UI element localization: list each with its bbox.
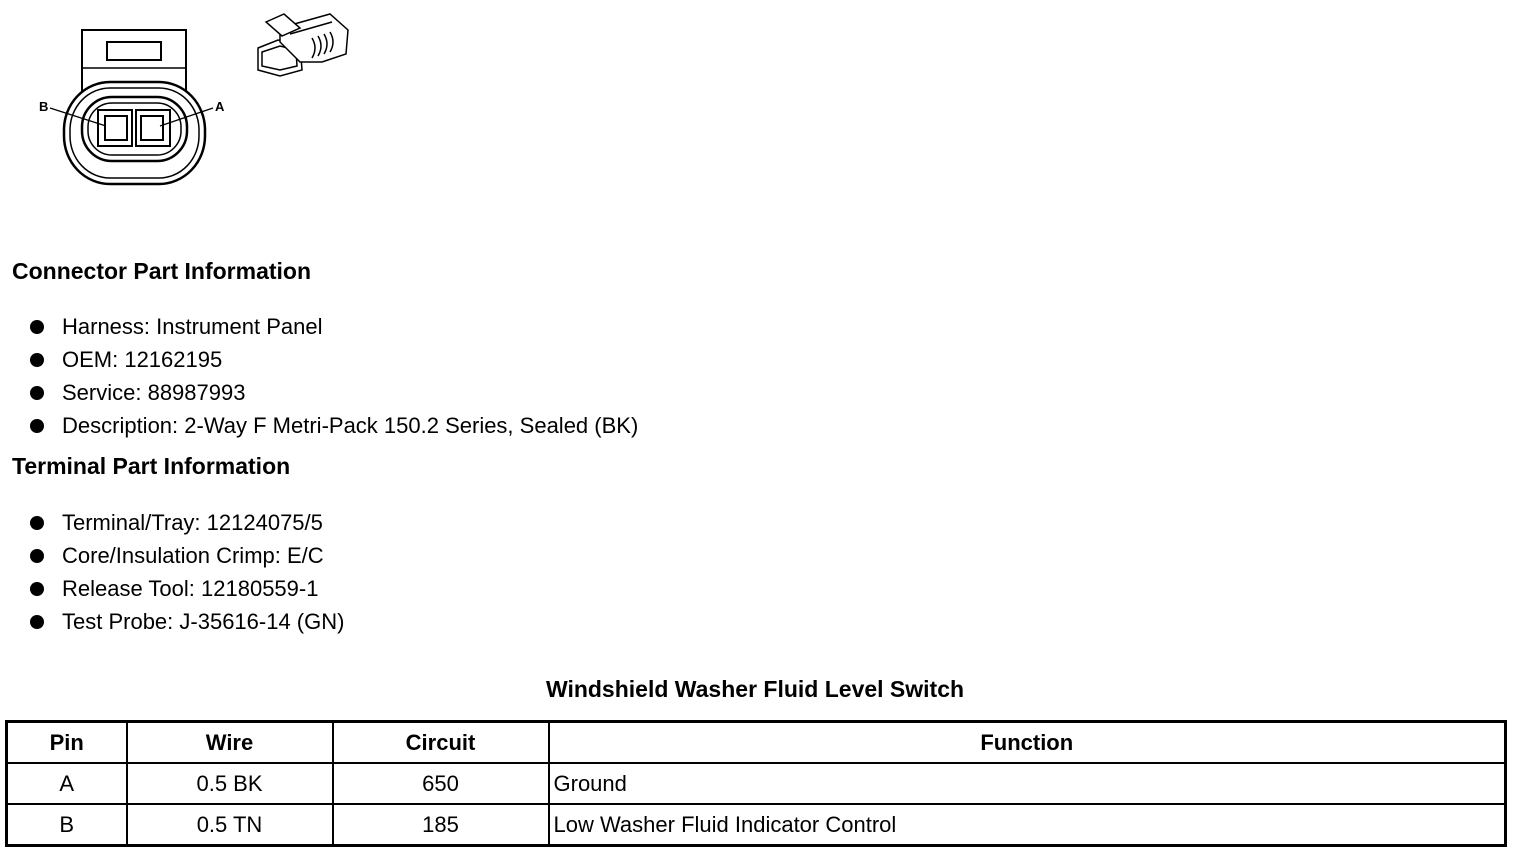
cell-function: Ground	[549, 763, 1506, 804]
table-header-row	[7, 722, 1506, 764]
list-item: Test Probe: J-35616-14 (GN)	[28, 605, 344, 638]
pin-table	[5, 720, 1507, 847]
pin-b-label: B	[39, 99, 49, 114]
pin-a-label: A	[215, 99, 225, 114]
connector-face-view	[50, 30, 213, 184]
table-row	[7, 804, 1506, 846]
cell-circuit: 185	[333, 804, 549, 846]
list-item: Core/Insulation Crimp: E/C	[28, 539, 344, 572]
table-row	[7, 763, 1506, 804]
pin-table-title: Windshield Washer Fluid Level Switch	[545, 676, 965, 702]
list-item: Terminal/Tray: 12124075/5	[28, 506, 344, 539]
column-header-pin: Pin	[7, 722, 127, 764]
list-item: Service: 88987993	[28, 376, 638, 409]
connector-part-info-list	[28, 310, 638, 442]
cell-function: Low Washer Fluid Indicator Control	[549, 804, 1506, 846]
list-item: OEM: 12162195	[28, 343, 638, 376]
cell-pin: B	[7, 804, 127, 846]
list-item: Description: 2-Way F Metri-Pack 150.2 Series, Sealed (BK)	[28, 409, 638, 442]
cell-pin: A	[7, 763, 127, 804]
column-header-function: Function	[549, 722, 1506, 764]
connector-perspective-view	[258, 14, 348, 76]
column-header-wire: Wire	[127, 722, 333, 764]
terminal-part-info-list	[28, 506, 344, 638]
connector-diagram	[0, 0, 400, 200]
cell-wire: 0.5 TN	[127, 804, 333, 846]
list-item: Harness: Instrument Panel	[28, 310, 638, 343]
connector-part-info-heading: Connector Part Information	[12, 258, 312, 284]
cell-circuit: 650	[333, 763, 549, 804]
list-item: Release Tool: 12180559-1	[28, 572, 344, 605]
terminal-part-info-heading: Terminal Part Information	[12, 453, 291, 479]
column-header-circuit: Circuit	[333, 722, 549, 764]
cell-wire: 0.5 BK	[127, 763, 333, 804]
